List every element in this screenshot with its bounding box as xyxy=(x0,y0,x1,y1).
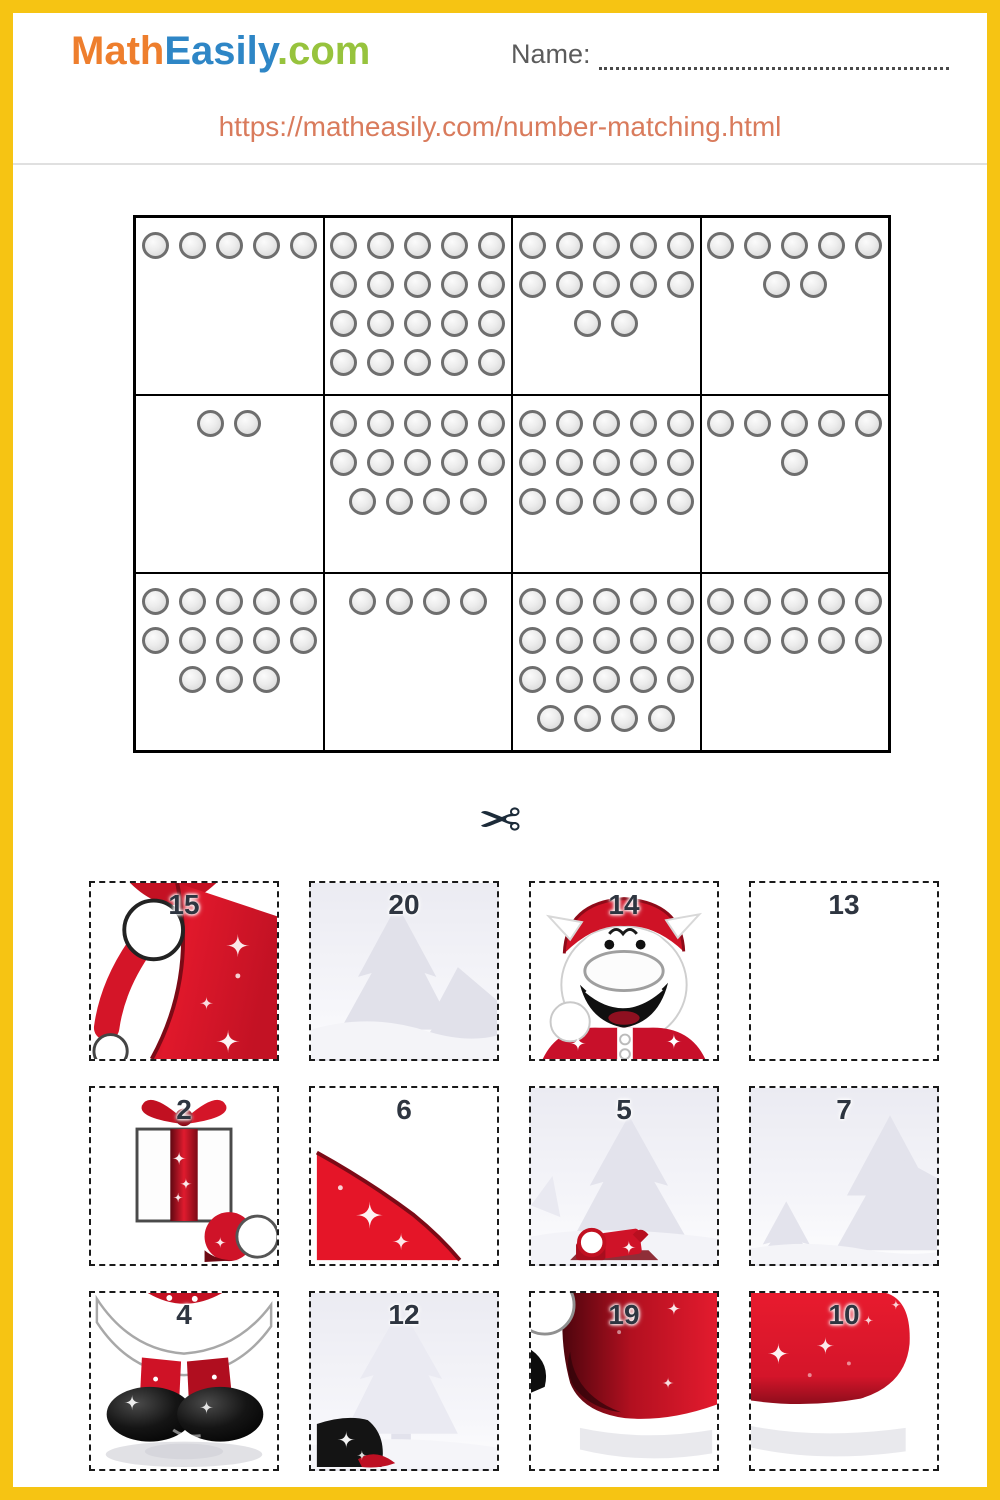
counter-dot xyxy=(367,449,394,476)
card-number: 13 xyxy=(828,889,860,920)
counter-dot xyxy=(744,588,771,615)
counter-dot xyxy=(855,232,882,259)
counter-dot xyxy=(142,232,169,259)
counter-dot xyxy=(744,232,771,259)
card-number: 4 xyxy=(176,1299,192,1330)
counter-dot xyxy=(519,232,546,259)
counter-dot xyxy=(142,627,169,654)
counter-dot xyxy=(781,449,808,476)
counter-dot xyxy=(781,232,808,259)
counter-dot xyxy=(744,410,771,437)
counter-dot xyxy=(556,232,583,259)
card-number: 2 xyxy=(176,1094,192,1125)
number-card-2 xyxy=(89,1086,279,1266)
counter-dot xyxy=(367,271,394,298)
counter-dot xyxy=(667,271,694,298)
dot-box-14 xyxy=(324,395,513,573)
logo-math: Math xyxy=(71,29,165,73)
counter-dot xyxy=(441,310,468,337)
card-number: 6 xyxy=(396,1094,412,1125)
dot-box-19 xyxy=(512,573,701,751)
counter-dot xyxy=(519,666,546,693)
counter-dot xyxy=(630,588,657,615)
logo-com: .com xyxy=(277,29,371,73)
dot-counting-table xyxy=(133,215,891,753)
counter-dot xyxy=(404,410,431,437)
counter-dot xyxy=(478,310,505,337)
counter-dot xyxy=(593,627,620,654)
counter-dot xyxy=(253,666,280,693)
name-write-line[interactable] xyxy=(599,39,949,70)
counter-dot xyxy=(593,271,620,298)
header-divider xyxy=(13,163,987,165)
counter-dot xyxy=(667,232,694,259)
counter-dot xyxy=(556,271,583,298)
counter-dot xyxy=(574,310,601,337)
counter-dot xyxy=(330,349,357,376)
number-card-5 xyxy=(529,1086,719,1266)
counter-dot xyxy=(707,232,734,259)
counter-dot xyxy=(197,410,224,437)
counter-dot xyxy=(593,588,620,615)
counter-dot xyxy=(781,627,808,654)
counter-dot xyxy=(441,349,468,376)
counter-dot xyxy=(574,705,601,732)
counter-dot xyxy=(519,588,546,615)
counter-dot xyxy=(367,410,394,437)
counter-dot xyxy=(707,627,734,654)
counter-dot xyxy=(349,588,376,615)
card-number: 15 xyxy=(168,889,200,920)
counter-dot xyxy=(423,588,450,615)
counter-dot xyxy=(330,410,357,437)
counter-dot xyxy=(460,488,487,515)
counter-dot xyxy=(179,627,206,654)
number-card-13 xyxy=(749,881,939,1061)
counter-dot xyxy=(386,588,413,615)
counter-dot xyxy=(593,666,620,693)
counter-dot xyxy=(818,410,845,437)
counter-dot xyxy=(386,488,413,515)
counter-dot xyxy=(611,310,638,337)
counter-dot xyxy=(630,410,657,437)
counter-dot xyxy=(593,410,620,437)
counter-dot xyxy=(519,449,546,476)
counter-dot xyxy=(216,232,243,259)
counter-dot xyxy=(630,488,657,515)
counter-dot xyxy=(330,449,357,476)
counter-dot xyxy=(142,588,169,615)
counter-dot xyxy=(441,410,468,437)
card-number: 19 xyxy=(608,1299,640,1330)
counter-dot xyxy=(556,449,583,476)
cut-here-marker xyxy=(13,791,987,851)
counter-dot xyxy=(593,449,620,476)
counter-dot xyxy=(707,410,734,437)
dot-box-4 xyxy=(324,573,513,751)
logo-easily: Easily xyxy=(164,29,278,73)
counter-dot xyxy=(800,271,827,298)
number-card-15 xyxy=(89,881,279,1061)
counter-dot xyxy=(781,588,808,615)
counter-dot xyxy=(519,271,546,298)
counter-dot xyxy=(593,488,620,515)
counter-dot xyxy=(216,588,243,615)
counter-dot xyxy=(519,627,546,654)
counter-dot xyxy=(648,705,675,732)
card-number: 5 xyxy=(616,1094,632,1125)
counter-dot xyxy=(667,588,694,615)
counter-dot xyxy=(441,232,468,259)
counter-dot xyxy=(216,666,243,693)
counter-dot xyxy=(707,588,734,615)
counter-dot xyxy=(818,627,845,654)
number-card-10 xyxy=(749,1291,939,1471)
counter-dot xyxy=(367,232,394,259)
counter-dot xyxy=(519,488,546,515)
counter-dot xyxy=(179,588,206,615)
dot-box-10 xyxy=(701,573,890,751)
counter-dot xyxy=(630,666,657,693)
number-card-19 xyxy=(529,1291,719,1471)
counter-dot xyxy=(667,449,694,476)
counter-dot xyxy=(404,271,431,298)
counter-dot xyxy=(478,410,505,437)
dot-box-7 xyxy=(701,217,890,395)
counter-dot xyxy=(855,627,882,654)
dot-box-15 xyxy=(512,395,701,573)
counter-dot xyxy=(253,588,280,615)
counter-dot xyxy=(667,410,694,437)
counter-dot xyxy=(404,310,431,337)
counter-dot xyxy=(234,410,261,437)
counter-dot xyxy=(781,410,808,437)
number-cards-grid xyxy=(89,881,939,1471)
number-card-4 xyxy=(89,1291,279,1471)
number-card-12 xyxy=(309,1291,499,1471)
counter-dot xyxy=(290,627,317,654)
counter-dot xyxy=(216,627,243,654)
counter-dot xyxy=(330,232,357,259)
counter-dot xyxy=(763,271,790,298)
name-field-row xyxy=(511,39,949,70)
counter-dot xyxy=(404,232,431,259)
counter-dot xyxy=(478,232,505,259)
counter-dot xyxy=(630,627,657,654)
dot-box-5 xyxy=(135,217,324,395)
dot-box-6 xyxy=(701,395,890,573)
card-number: 14 xyxy=(608,889,640,920)
counter-dot xyxy=(367,349,394,376)
counter-dot xyxy=(253,232,280,259)
counter-dot xyxy=(818,232,845,259)
counter-dot xyxy=(478,271,505,298)
counter-dot xyxy=(630,449,657,476)
dot-box-13 xyxy=(135,573,324,751)
counter-dot xyxy=(537,705,564,732)
counter-dot xyxy=(556,488,583,515)
counter-dot xyxy=(179,232,206,259)
counter-dot xyxy=(667,488,694,515)
dot-box-12 xyxy=(512,217,701,395)
counter-dot xyxy=(667,666,694,693)
counter-dot xyxy=(441,271,468,298)
counter-dot xyxy=(404,349,431,376)
counter-dot xyxy=(253,627,280,654)
number-card-7 xyxy=(749,1086,939,1266)
counter-dot xyxy=(349,488,376,515)
counter-dot xyxy=(611,705,638,732)
card-number: 20 xyxy=(388,889,420,920)
counter-dot xyxy=(367,310,394,337)
name-label: Name: xyxy=(511,39,591,69)
counter-dot xyxy=(593,232,620,259)
counter-dot xyxy=(441,449,468,476)
counter-dot xyxy=(179,666,206,693)
counter-dot xyxy=(818,588,845,615)
number-card-14 xyxy=(529,881,719,1061)
card-number: 10 xyxy=(828,1299,860,1330)
counter-dot xyxy=(404,449,431,476)
counter-dot xyxy=(460,588,487,615)
dot-box-20 xyxy=(324,217,513,395)
dot-box-2 xyxy=(135,395,324,573)
counter-dot xyxy=(630,271,657,298)
site-logo xyxy=(71,29,370,74)
counter-dot xyxy=(630,232,657,259)
counter-dot xyxy=(744,627,771,654)
counter-dot xyxy=(478,449,505,476)
card-number: 7 xyxy=(836,1094,852,1125)
counter-dot xyxy=(423,488,450,515)
counter-dot xyxy=(855,410,882,437)
counter-dot xyxy=(556,588,583,615)
counter-dot xyxy=(290,232,317,259)
counter-dot xyxy=(556,410,583,437)
counter-dot xyxy=(519,410,546,437)
counter-dot xyxy=(667,627,694,654)
counter-dot xyxy=(330,310,357,337)
counter-dot xyxy=(478,349,505,376)
counter-dot xyxy=(330,271,357,298)
worksheet-url-link[interactable]: https://matheasily.com/number-matching.html xyxy=(218,111,782,142)
scissors-icon: ✂ xyxy=(478,792,522,850)
card-number: 12 xyxy=(388,1299,420,1330)
counter-dot xyxy=(556,627,583,654)
counter-dot xyxy=(290,588,317,615)
counter-dot xyxy=(855,588,882,615)
number-card-20 xyxy=(309,881,499,1061)
number-card-6 xyxy=(309,1086,499,1266)
counter-dot xyxy=(556,666,583,693)
